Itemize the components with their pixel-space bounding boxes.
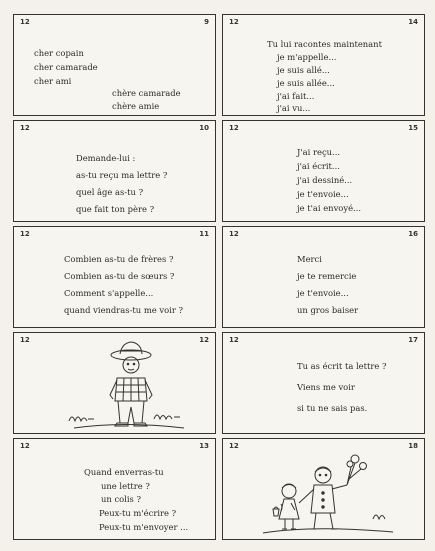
card-line: j'ai fait... <box>277 91 315 101</box>
card-line: Comment s'appelle... <box>64 288 154 298</box>
card-11 <box>13 226 216 328</box>
card-number: 16 <box>408 230 418 238</box>
card-line: un colis ? <box>101 494 141 504</box>
lesson-number: 12 <box>20 442 30 450</box>
card-line: je m'appelle... <box>277 52 337 62</box>
lesson-number: 12 <box>229 442 239 450</box>
card-number: 13 <box>199 442 209 450</box>
card-line: je te remercie <box>297 271 357 281</box>
card-16 <box>222 226 425 328</box>
card-line: cher ami <box>34 76 72 86</box>
card-line: Tu lui racontes maintenant <box>267 39 382 49</box>
lesson-number: 12 <box>20 18 30 26</box>
card-number: 18 <box>408 442 418 450</box>
card-12 <box>13 332 216 434</box>
card-13 <box>13 438 216 540</box>
lesson-number: 12 <box>20 230 30 238</box>
flashcard-grid <box>13 14 425 541</box>
card-line: cher copain <box>34 48 84 58</box>
card-line: Quand enverras-tu <box>84 467 164 477</box>
card-line: quand viendras-tu me voir ? <box>64 305 184 315</box>
card-line: un gros baiser <box>297 305 359 315</box>
card-line: si tu ne sais pas. <box>297 403 368 413</box>
card-14 <box>222 14 425 116</box>
card-line: Combien as-tu de sœurs ? <box>64 271 175 281</box>
card-line: je t'envoie... <box>297 189 349 199</box>
card-line: Combien as-tu de frères ? <box>64 254 174 264</box>
card-9 <box>13 14 216 116</box>
card-line: que fait ton père ? <box>76 204 155 214</box>
card-line: j'ai écrit... <box>297 161 340 171</box>
card-18 <box>222 438 425 540</box>
card-line: je suis allée... <box>277 78 335 88</box>
lesson-number: 12 <box>229 336 239 344</box>
card-line: as-tu reçu ma lettre ? <box>76 170 168 180</box>
lesson-number: 12 <box>229 18 239 26</box>
children-illustration <box>223 439 425 540</box>
card-line: je t'envoie... <box>297 288 349 298</box>
card-line: Tu as écrit ta lettre ? <box>297 361 387 371</box>
card-10 <box>13 120 216 222</box>
card-15 <box>222 120 425 222</box>
card-line: Viens me voir <box>297 382 355 392</box>
card-line: Peux-tu m'envoyer ... <box>99 522 189 532</box>
card-line: j'ai vu... <box>277 103 311 113</box>
card-line: j'ai dessiné... <box>297 175 353 185</box>
card-number: 15 <box>408 124 418 132</box>
lesson-number: 12 <box>229 230 239 238</box>
card-line: chère camarade <box>112 88 181 98</box>
card-line: une lettre ? <box>101 481 150 491</box>
card-number: 9 <box>204 18 209 26</box>
boy-illustration <box>14 333 216 434</box>
card-line: J'ai reçu... <box>297 147 341 157</box>
card-line: Peux-tu m'écrire ? <box>99 508 177 518</box>
card-17 <box>222 332 425 434</box>
card-line: je t'ai envoyé... <box>297 203 362 213</box>
card-number: 11 <box>199 230 209 238</box>
card-line: Demande-lui : <box>76 153 136 163</box>
lesson-number: 12 <box>20 124 30 132</box>
card-line: cher camarade <box>34 62 98 72</box>
lesson-number: 12 <box>20 336 30 344</box>
card-line: je suis allé... <box>277 65 330 75</box>
card-number: 17 <box>408 336 418 344</box>
card-number: 14 <box>408 18 418 26</box>
card-number: 12 <box>199 336 209 344</box>
card-number: 10 <box>199 124 209 132</box>
card-line: Merci <box>297 254 322 264</box>
card-line: chère amie <box>112 101 160 111</box>
card-line: quel âge as-tu ? <box>76 187 144 197</box>
lesson-number: 12 <box>229 124 239 132</box>
